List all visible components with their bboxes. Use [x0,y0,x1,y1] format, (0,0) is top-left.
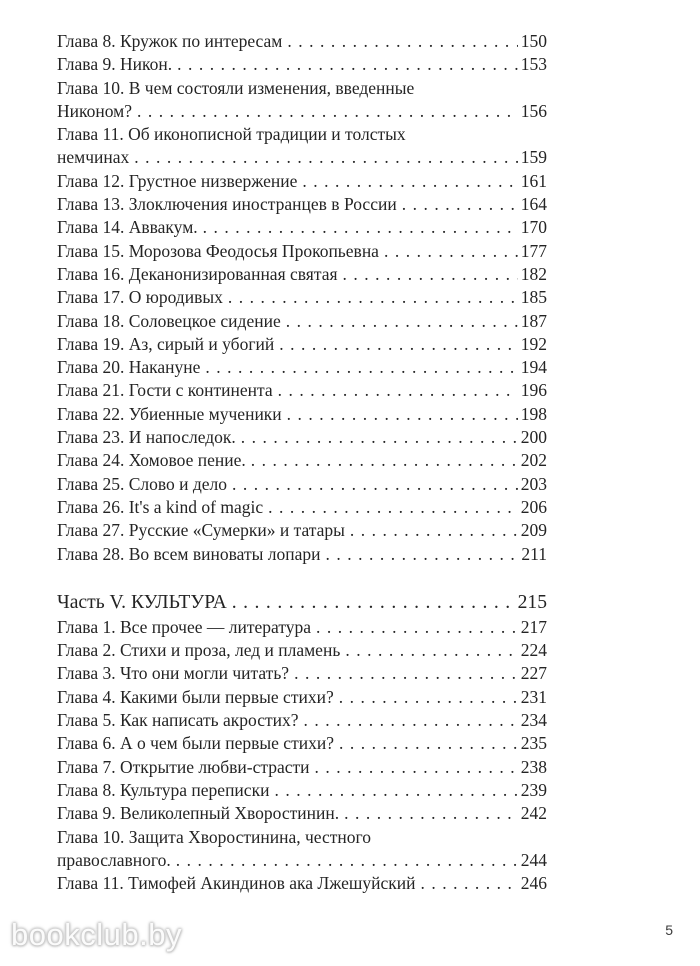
toc-entry-last-line [57,756,547,779]
dot-leader [232,589,515,616]
dot-leader [177,53,518,76]
toc-entry-title: Глава 23. И напоследок. [57,427,236,448]
toc-chapter-entry [57,30,547,53]
toc-page-ref: 182 [520,263,547,284]
toc-entry-last-line [57,100,547,123]
dot-leader [251,449,518,472]
toc-page-ref: 194 [520,357,547,378]
toc-page-ref: 215 [517,591,547,613]
toc-entry-title: Глава 6. А о чем были первые стихи? [57,733,334,754]
dot-leader [344,802,518,825]
dot-leader [350,519,518,542]
toc-entry-last-line [57,403,547,426]
dot-leader [134,146,517,169]
toc-page-ref: 177 [520,240,547,261]
dot-leader [325,543,518,566]
toc-page-ref: 238 [520,756,547,777]
toc-list [57,30,547,895]
toc-chapter-entry [57,639,547,662]
toc-page-ref: 164 [520,194,547,215]
toc-page-ref: 231 [520,686,547,707]
toc-page-ref: 202 [520,450,547,471]
toc-entry-title: Глава 4. Какими были первые стихи? [57,686,334,707]
toc-entry-title: Глава 12. Грустное низвержение [57,170,298,191]
toc-page-ref: 153 [520,54,547,75]
toc-chapter-entry [57,426,547,449]
toc-chapter-entry [57,826,547,873]
toc-entry-last-line [57,709,547,732]
dot-leader [278,379,518,402]
dot-leader [176,849,518,872]
toc-entry-title: Глава 16. Деканонизированная святая [57,263,338,284]
dot-leader [339,686,518,709]
toc-entry-last-line [57,356,547,379]
toc-entry-title: Глава 8. Кружок по интересам [57,31,283,51]
toc-page-ref: 185 [520,287,547,308]
toc-entry-title: Глава 3. Что они могли читать? [57,663,290,684]
toc-chapter-entry [57,403,547,426]
toc-chapter-entry [57,216,547,239]
toc-page-ref: 198 [520,403,547,424]
toc-entry-title: Никоном? [57,100,132,121]
toc-entry-last-line [57,170,547,193]
toc-entry-title: Глава 11. Тимофей Акиндинов ака Лжешуйский [57,873,416,894]
toc-entry-title: Глава 17. О юродивых [57,287,223,308]
toc-entry-title: Глава 28. Во всем виноваты лопари [57,543,321,564]
toc-entry-title: Глава 18. Соловецкое сидение [57,310,281,331]
toc-chapter-entry [57,240,547,263]
toc-entry-last-line [57,616,547,639]
toc-chapter-entry [57,77,547,124]
toc-page-ref: 206 [520,496,547,517]
toc-page-ref: 187 [520,310,547,331]
dot-leader [339,732,518,755]
toc-entry-last-line [57,662,547,685]
toc-page-ref: 161 [520,170,547,191]
toc-entry-title: Глава 20. Накануне [57,357,201,378]
toc-entry-last-line [57,449,547,472]
toc-chapter-entry [57,709,547,732]
toc-chapter-entry [57,543,547,566]
dot-leader [343,263,518,286]
toc-page-ref: 150 [520,31,547,51]
toc-chapter-entry [57,263,547,286]
toc-chapter-entry [57,333,547,356]
dot-leader [268,496,518,519]
toc-page-ref: 200 [520,427,547,448]
toc-chapter-entry [57,286,547,309]
toc-chapter-entry [57,662,547,685]
dot-leader [137,100,518,123]
toc-entry-text: Глава 11. Об иконописной традиции и толстых [57,124,406,145]
toc-entry-last-line [57,379,547,402]
toc-entry-last-line [57,496,547,519]
toc-entry-last-line [57,310,547,333]
toc-entry-title: Глава 7. Открытие любви-страсти [57,756,310,777]
toc-entry-last-line [57,802,547,825]
toc-page-ref: 242 [520,803,547,824]
toc-page-ref: 192 [520,333,547,354]
toc-page-ref: 235 [520,733,547,754]
toc-chapter-entry [57,686,547,709]
dot-leader [274,779,517,802]
toc-chapter-entry [57,473,547,496]
toc-entry-title: Глава 15. Морозова Феодосья Прокопьевна [57,240,379,261]
toc-page-ref: 244 [520,849,547,870]
watermark: bookclub.by [11,917,182,952]
toc-page-ref: 211 [521,543,547,564]
toc-entry-title: Глава 21. Гости с континента [57,380,273,401]
toc-page-ref: 203 [520,473,547,494]
dot-leader [286,310,518,333]
dot-leader [279,333,518,356]
dot-leader [402,193,518,216]
toc-page-ref: 227 [520,663,547,684]
toc-entry-last-line [57,333,547,356]
dot-leader [287,30,517,53]
page-number: 5 [665,922,673,938]
toc-chapter-entry [57,170,547,193]
dot-leader [384,240,518,263]
dot-leader [304,709,518,732]
toc-chapter-entry [57,779,547,802]
toc-entry-last-line [57,193,547,216]
toc-chapter-entry [57,449,547,472]
toc-page-ref: 239 [520,779,547,800]
toc-page-ref: 246 [520,873,547,894]
toc-part-entry [57,589,547,616]
toc-chapter-entry [57,756,547,779]
dot-leader [228,286,518,309]
toc-entry-text: Глава 10. В чем состояли изменения, введенные [57,77,415,98]
dot-leader [302,170,517,193]
toc-entry-title: Глава 9. Великолепный Хворостинин. [57,803,340,824]
toc-page-ref: 224 [520,640,547,661]
dot-leader [316,616,518,639]
toc-entry-last-line [57,286,547,309]
toc-entry-title: немчинах [57,147,130,168]
toc-entry-last-line [57,519,547,542]
toc-entry-last-line [57,589,547,616]
toc-entry-last-line [57,686,547,709]
toc-entry-title: Глава 26. It's a kind of magic [57,496,264,517]
dot-leader [421,872,518,895]
toc-chapter-entry [57,732,547,755]
toc-entry-last-line [57,426,547,449]
toc-page-ref: 156 [520,100,547,121]
toc-entry-last-line [57,240,547,263]
toc-entry-title: Глава 14. Аввакум. [57,217,198,238]
toc-chapter-entry [57,496,547,519]
toc-entry-last-line [57,473,547,496]
toc-chapter-entry [57,356,547,379]
dot-leader [232,473,518,496]
toc-entry-last-line [57,263,547,286]
toc-chapter-entry [57,616,547,639]
toc-entry-title: православного. [57,849,171,870]
toc-entry-text: Глава 10. Защита Хворостинина, честного [57,826,371,847]
toc-entry-title: Глава 24. Хомовое пение. [57,450,246,471]
toc-entry-last-line [57,53,547,76]
toc-page-ref: 170 [520,217,547,238]
toc-chapter-entry [57,193,547,216]
toc-chapter-entry [57,872,547,895]
toc-entry-last-line [57,779,547,802]
toc-entry-title: Глава 9. Никон. [57,54,173,75]
dot-leader [315,756,518,779]
toc-chapter-entry [57,53,547,76]
toc-entry-title: Часть V. КУЛЬТУРА [57,591,227,613]
toc-page-ref: 234 [520,710,547,731]
toc-entry-last-line [57,732,547,755]
dot-leader [241,426,518,449]
toc-entry-last-line [57,146,547,169]
toc-chapter-entry [57,519,547,542]
toc-chapter-entry [57,379,547,402]
toc-entry-title: Глава 27. Русские «Сумерки» и татары [57,520,345,541]
dot-leader [345,639,517,662]
toc-entry-title: Глава 8. Культура переписки [57,779,270,800]
toc-entry-last-line [57,30,547,53]
toc-entry-title: Глава 5. Как написать акростих? [57,710,299,731]
toc-chapter-entry [57,310,547,333]
toc-entry-last-line [57,639,547,662]
dot-leader [203,216,518,239]
dot-leader [294,662,518,685]
toc-page-ref: 217 [520,616,547,637]
toc-entry-title: Глава 2. Стихи и проза, лед и пламень [57,640,341,661]
toc-entry-title: Глава 1. Все прочее — литература [57,616,312,637]
toc-entry-last-line [57,849,547,872]
toc-page-ref: 196 [520,380,547,401]
toc-entry-title: Глава 19. Аз, сирый и убогий [57,333,275,354]
toc-entry-title: Глава 25. Слово и дело [57,473,228,494]
toc-entry-title: Глава 22. Убиенные мученики [57,403,282,424]
toc-chapter-entry [57,802,547,825]
toc-entry-title: Глава 13. Злоключения иностранцев в России [57,194,397,215]
toc-page-ref: 209 [520,520,547,541]
toc-entry-last-line [57,216,547,239]
toc-entry-last-line [57,543,547,566]
dot-leader [287,403,518,426]
toc-page-ref: 159 [520,147,547,168]
toc-entry-last-line [57,872,547,895]
toc-chapter-entry [57,123,547,170]
dot-leader [205,356,517,379]
